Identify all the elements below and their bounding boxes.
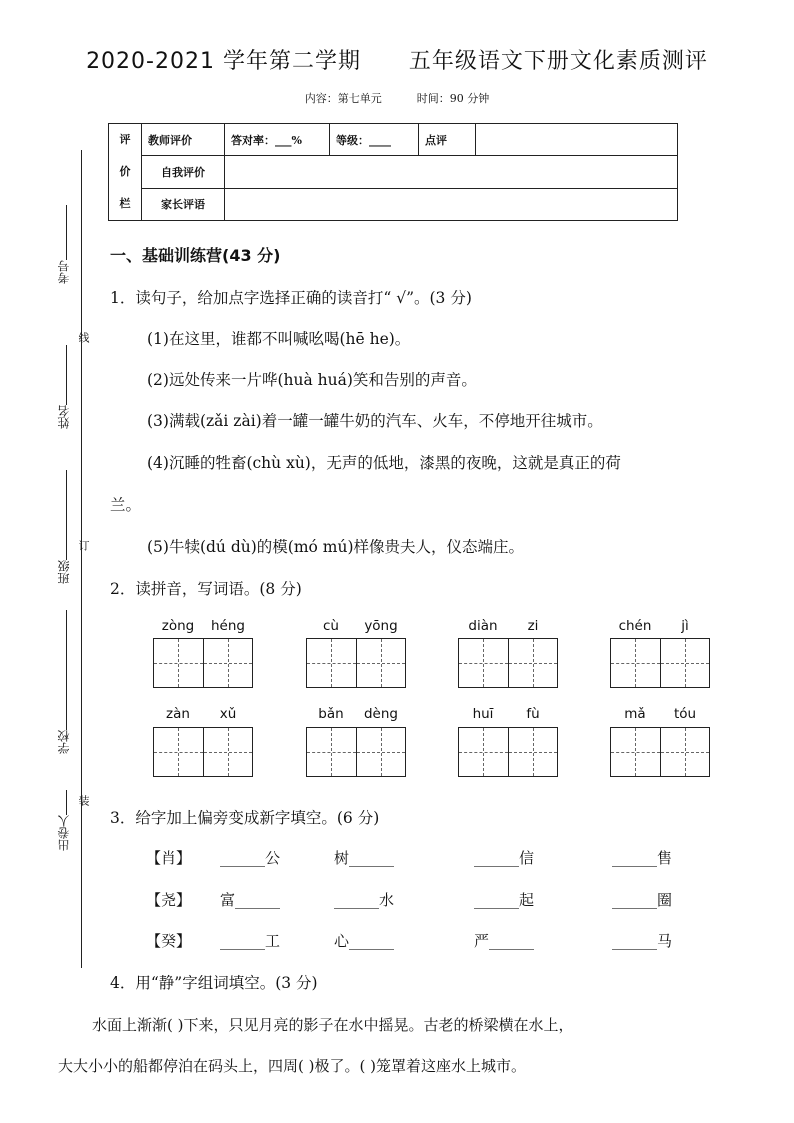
grade-field[interactable]: 等级：____ xyxy=(330,124,419,156)
self-eval-label: 自我评价 xyxy=(142,156,225,188)
pinyin-label: huī xyxy=(472,706,494,722)
exam-no-blank[interactable] xyxy=(66,205,67,260)
pinyin-label: fù xyxy=(526,706,540,722)
pinyin-label: tóu xyxy=(673,706,697,722)
q3-blank[interactable]: ______圈 xyxy=(612,891,673,909)
teacher-eval-label: 教师评价 xyxy=(142,124,225,156)
pinyin-label: diàn xyxy=(468,618,498,634)
school-blank[interactable] xyxy=(66,610,67,730)
q4-passage-line: 水面上渐渐( )下来，只见月亮的影子在水中摇晃。古老的桥梁横在水上， xyxy=(92,1016,574,1034)
section-heading: 一、基础训练营(43 分) xyxy=(110,246,281,265)
q3-key: 【肖】 xyxy=(146,849,192,867)
pinyin-label: zàn xyxy=(166,706,190,722)
writing-grid[interactable] xyxy=(610,727,710,777)
q3-key: 【尧】 xyxy=(146,891,192,909)
pinyin-label: xǔ xyxy=(219,706,237,722)
q3-blank[interactable]: ______起 xyxy=(474,891,535,909)
pinyin-label: bǎn xyxy=(318,706,344,722)
setter-blank[interactable] xyxy=(66,790,67,815)
q1-prompt: 1．读句子，给加点字选择正确的读音打“ √”。(3 分) xyxy=(110,289,472,307)
writing-grid[interactable] xyxy=(458,727,558,777)
q1-item: (3)满载(zǎi zài)着一罐一罐牛奶的汽车、火车，不停地开往城市。 xyxy=(147,412,603,430)
writing-grid[interactable] xyxy=(153,727,253,777)
pinyin-label: cù xyxy=(323,618,339,634)
parent-comment-field[interactable] xyxy=(225,188,678,220)
pinyin-label: jì xyxy=(681,618,689,634)
writing-grid[interactable] xyxy=(153,638,253,688)
pinyin-label: yōng xyxy=(364,618,398,634)
q3-blank[interactable]: ______水 xyxy=(334,891,395,909)
comment-field[interactable] xyxy=(476,124,678,156)
writing-grid[interactable] xyxy=(458,638,558,688)
pinyin-label: zi xyxy=(527,618,539,634)
setter-label: 出卷人 xyxy=(57,815,71,851)
q1-item-continued: 兰。 xyxy=(110,496,142,514)
q3-blank[interactable]: ______信 xyxy=(474,849,535,867)
class-label: 班级 xyxy=(57,560,71,584)
q1-item: (4)沉睡的牲畜(chù xù)，无声的低地，漆黑的夜晚，这就是真正的荷 xyxy=(147,454,621,472)
q3-blank[interactable]: 树______ xyxy=(334,849,395,867)
comment-label: 点评 xyxy=(419,124,476,156)
q3-blank[interactable]: 严______ xyxy=(474,932,535,950)
writing-grid[interactable] xyxy=(306,727,406,777)
page-title: 2020-2021 学年第二学期 五年级语文下册文化素质测评 xyxy=(86,49,708,74)
self-eval-field[interactable] xyxy=(225,156,678,188)
q3-blank[interactable]: 心______ xyxy=(334,932,395,950)
q1-item: (5)牛犊(dú dù)的模(mó mú)样像贵夫人，仪态端庄。 xyxy=(147,538,525,556)
accuracy-field[interactable]: 答对率：___% xyxy=(225,124,330,156)
school-label: 学校 xyxy=(57,730,71,754)
exam-no-label: 考号 xyxy=(57,260,71,284)
pinyin-label: mǎ xyxy=(624,706,646,722)
page-subtitle: 内容：第七单元 时间：90 分钟 xyxy=(304,92,490,105)
q3-blank[interactable]: 富______ xyxy=(220,891,281,909)
writing-grid[interactable] xyxy=(306,638,406,688)
class-blank[interactable] xyxy=(66,470,67,560)
binding-line xyxy=(81,150,82,968)
q3-prompt: 3．给字加上偏旁变成新字填空。(6 分) xyxy=(110,809,380,827)
q3-blank[interactable]: ______公 xyxy=(220,849,281,867)
binding-mark-bind: 订 xyxy=(77,540,90,551)
pinyin-label: dèng xyxy=(363,706,398,722)
binding-mark-line: 线 xyxy=(77,332,90,343)
pinyin-label: héng xyxy=(211,618,245,634)
q4-prompt: 4．用“静”字组词填空。(3 分) xyxy=(110,974,318,992)
q2-prompt: 2．读拼音，写词语。(8 分) xyxy=(110,580,302,598)
writing-grid[interactable] xyxy=(610,638,710,688)
binding-mark-pack: 装 xyxy=(77,795,90,806)
evaluation-vertical-label: 评 价 栏 xyxy=(109,124,142,221)
pinyin-label: chén xyxy=(618,618,652,634)
q4-passage-line: 大大小小的船都停泊在码头上，四周( )极了。( )笼罩着这座水上城市。 xyxy=(58,1057,526,1075)
name-label: 姓名 xyxy=(57,405,71,429)
q1-item: (2)远处传来一片哗(huà huá)笑和告别的声音。 xyxy=(147,371,477,389)
evaluation-table xyxy=(108,123,678,221)
q1-item: (1)在这里，谁都不叫喊吆喝(hē he)。 xyxy=(147,330,411,348)
q3-blank[interactable]: ______工 xyxy=(220,932,281,950)
q3-key: 【癸】 xyxy=(146,932,192,950)
q3-blank[interactable]: ______售 xyxy=(612,849,673,867)
name-blank[interactable] xyxy=(66,345,67,405)
parent-comment-label: 家长评语 xyxy=(142,188,225,220)
q3-blank[interactable]: ______马 xyxy=(612,932,673,950)
pinyin-label: zòng xyxy=(161,618,195,634)
